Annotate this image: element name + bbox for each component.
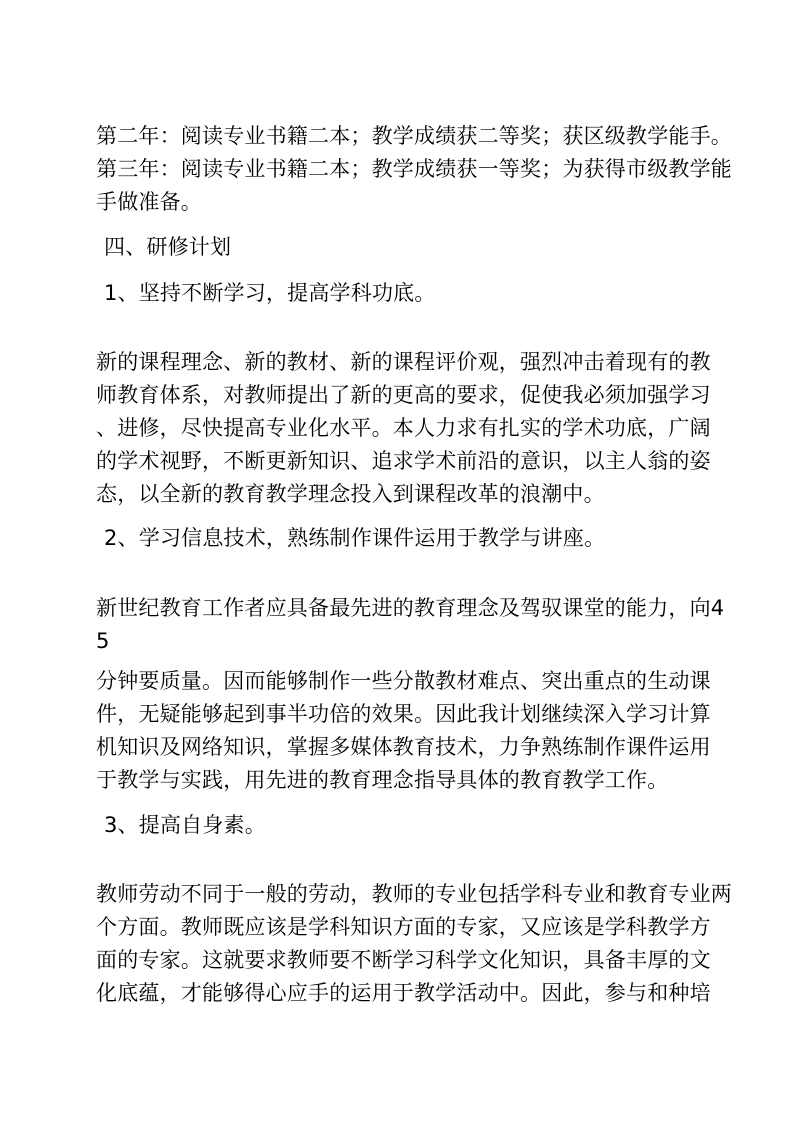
item-1-paragraph-line: 、进修，尽快提高专业化水平。本人力求有扎实的学术功底，广阔: [96, 416, 711, 440]
plan-line-continuation: 手做准备。: [96, 190, 202, 214]
item-3-heading: 3、提高自身素。: [104, 813, 266, 837]
item-3-paragraph-line: 个方面。教师既应该是学科知识方面的专家，又应该是学科教学方: [96, 915, 711, 939]
item-1-paragraph-line: 态，以全新的教育教学理念投入到课程改革的浪潮中。: [96, 482, 605, 506]
item-2-paragraph-line: 分钟要质量。因而能够制作一些分散教材难点、突出重点的生动课: [96, 669, 711, 693]
plan-line-year-three: 第三年：阅读专业书籍二本；教学成绩获一等奖；为获得市级教学能: [96, 157, 732, 181]
item-2-paragraph-line: 5: [96, 629, 110, 653]
section-title: 四、研修计划: [104, 235, 232, 259]
item-3-paragraph-line: 化底蕴，才能够得心应手的运用于教学活动中。因此，参与和种培: [96, 981, 711, 1005]
item-1-paragraph-line: 的学术视野，不断更新知识、追求学术前沿的意识，以主人翁的姿: [96, 449, 711, 473]
item-2-paragraph-line: 件，无疑能够起到事半功倍的效果。因此我计划继续深入学习计算: [96, 702, 711, 726]
item-2-heading: 2、学习信息技术，熟练制作课件运用于教学与讲座。: [104, 526, 606, 550]
item-2-paragraph-line: 机知识及网络知识，掌握多媒体教育技术，力争熟练制作课件运用: [96, 735, 711, 759]
item-2-paragraph-line: 新世纪教育工作者应具备最先进的教育理念及驾驭课堂的能力，向4: [96, 596, 725, 620]
item-2-paragraph-line: 于教学与实践，用先进的教育理念指导具体的教育教学工作。: [96, 768, 669, 792]
item-1-paragraph-line: 师教育体系，对教师提出了新的更高的要求，促使我必须加强学习: [96, 383, 711, 407]
item-1-paragraph-line: 新的课程理念、新的教材、新的课程评价观，强烈冲击着现有的教: [96, 350, 711, 374]
item-3-paragraph-line: 面的专家。这就要求教师要不断学习科学文化知识，具备丰厚的文: [96, 948, 711, 972]
item-3-paragraph-line: 教师劳动不同于一般的劳动，教师的专业包括学科专业和教育专业两: [96, 882, 732, 906]
plan-line-year-two: 第二年：阅读专业书籍二本；教学成绩获二等奖；获区级教学能手。: [96, 124, 732, 148]
item-1-heading: 1、坚持不断学习，提高学科功底。: [104, 281, 436, 305]
